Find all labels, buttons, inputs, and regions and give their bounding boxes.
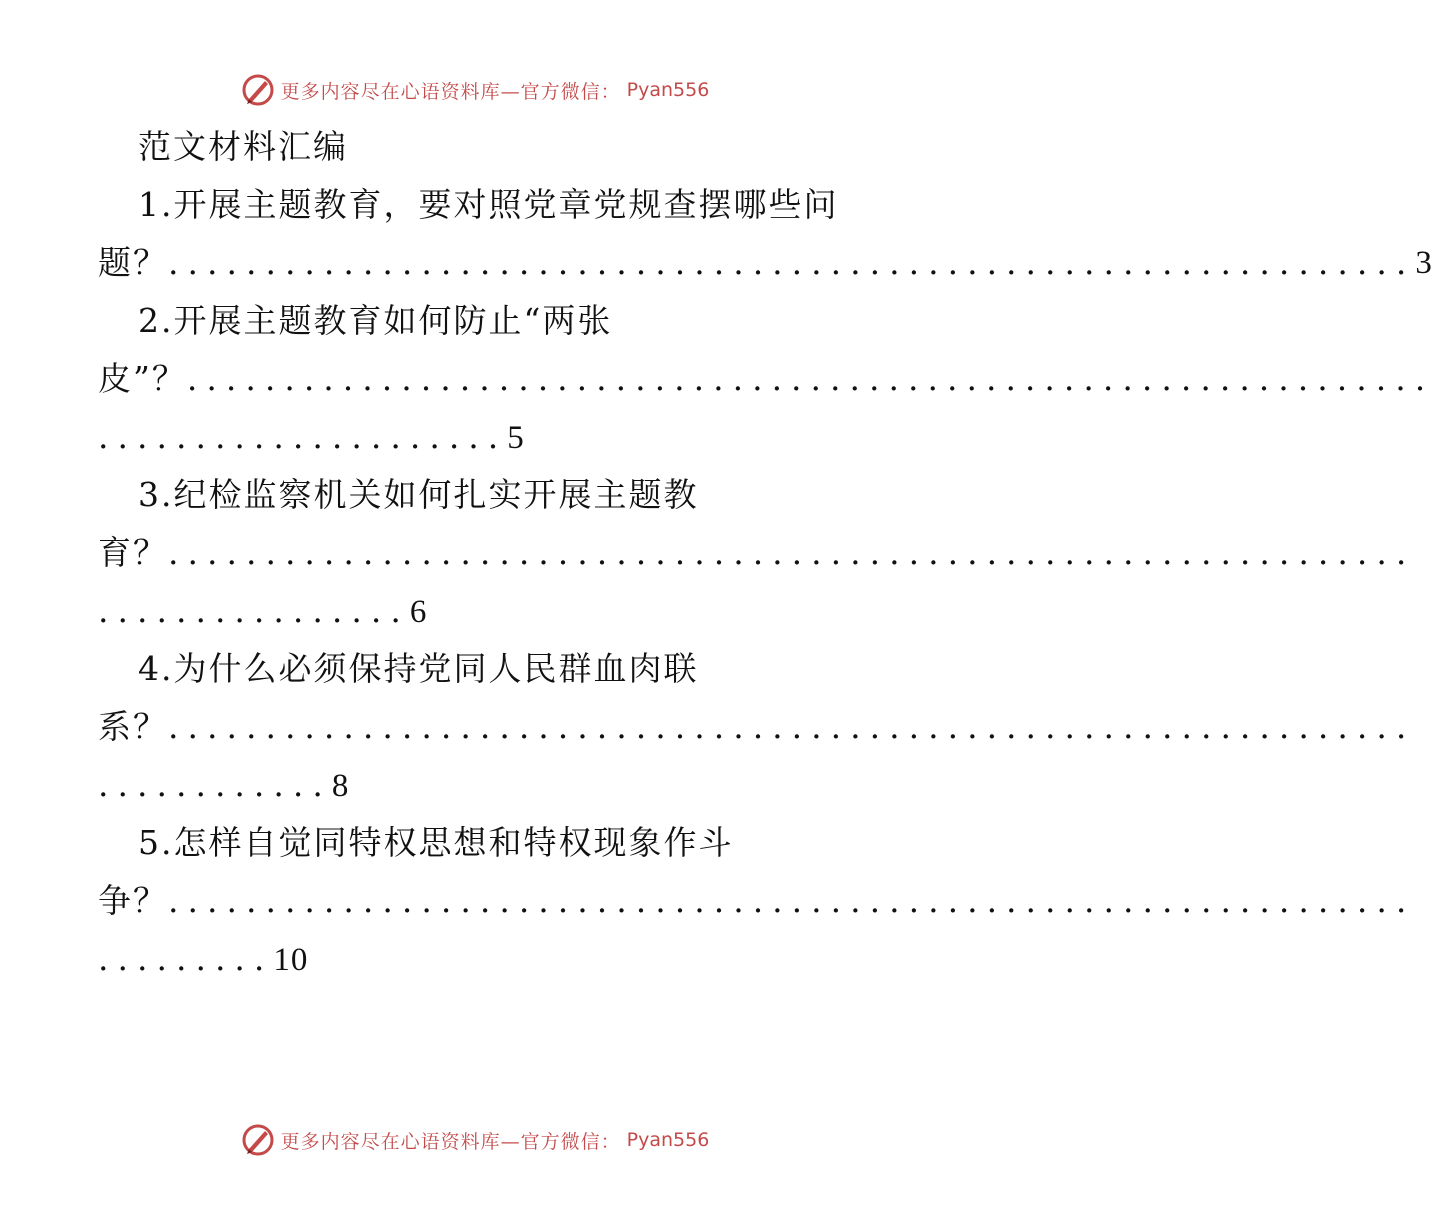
toc-document <box>98 118 1434 988</box>
toc-entry-4-head: 4.为什么必须保持党同人民群血肉联 <box>138 649 699 688</box>
toc-entry-2-cont <box>98 408 850 466</box>
leader-dots: ..................... <box>98 417 508 456</box>
pen-logo-icon <box>241 73 275 107</box>
watermark-id: Pyan556 <box>626 79 710 101</box>
toc-entry-1-tail <box>98 234 1432 292</box>
leader-dots: ......... <box>98 939 274 978</box>
header-watermark <box>0 70 950 110</box>
toc-entry-4-tail <box>98 698 1416 756</box>
pen-logo-icon <box>241 1123 275 1157</box>
toc-entry-5-head: 5.怎样自觉同特权思想和特权现象作斗 <box>138 823 734 862</box>
toc-entry-1-page: 3 <box>1415 245 1432 281</box>
toc-entry-1-head: 1.开展主题教育，要对照党章党规查摆哪些问 <box>138 185 839 224</box>
toc-entry-1-tail-text: 题？ <box>98 243 168 282</box>
toc-entry-4-cont <box>98 756 850 814</box>
toc-entry-2-page: 5 <box>507 420 525 456</box>
watermark-id: Pyan556 <box>626 1129 710 1151</box>
toc-entry-3-tail <box>98 524 1416 582</box>
leader-dots: ................................................................ <box>168 881 1416 920</box>
toc-entry-5-page: 10 <box>273 942 309 978</box>
toc-entry-3-cont <box>98 582 850 640</box>
toc-entry-4-page: 8 <box>331 768 350 804</box>
toc-entry-5-tail-text: 争？ <box>98 881 168 920</box>
doc-title: 范文材料汇编 <box>138 127 348 166</box>
leader-dots: ................................................................ <box>186 359 1434 398</box>
leader-dots: ............ <box>98 765 332 804</box>
toc-entry-2-head: 2.开展主题教育如何防止“两张 <box>138 301 613 340</box>
leader-dots: ................................................................ <box>168 243 1416 282</box>
toc-entry-5-tail <box>98 872 1416 930</box>
leader-dots: ................................................................ <box>168 533 1416 572</box>
toc-entry-3-head: 3.纪检监察机关如何扎实开展主题教 <box>138 475 699 514</box>
watermark-text: 更多内容尽在心语资料库—官方微信： <box>280 80 621 103</box>
toc-entry-3-tail-text: 育？ <box>98 533 168 572</box>
toc-entry-4-tail-text: 系？ <box>98 707 168 746</box>
toc-entry-2-tail-text: 皮”？ <box>98 359 187 398</box>
toc-entry-3-page: 6 <box>409 594 428 630</box>
watermark-text: 更多内容尽在心语资料库—官方微信： <box>280 1130 621 1153</box>
footer-watermark <box>0 1120 950 1160</box>
leader-dots: ................................................................ <box>168 707 1416 746</box>
toc-entry-2-tail <box>98 350 1434 408</box>
toc-entry-5-cont <box>98 930 850 988</box>
leader-dots: ................ <box>98 591 410 630</box>
